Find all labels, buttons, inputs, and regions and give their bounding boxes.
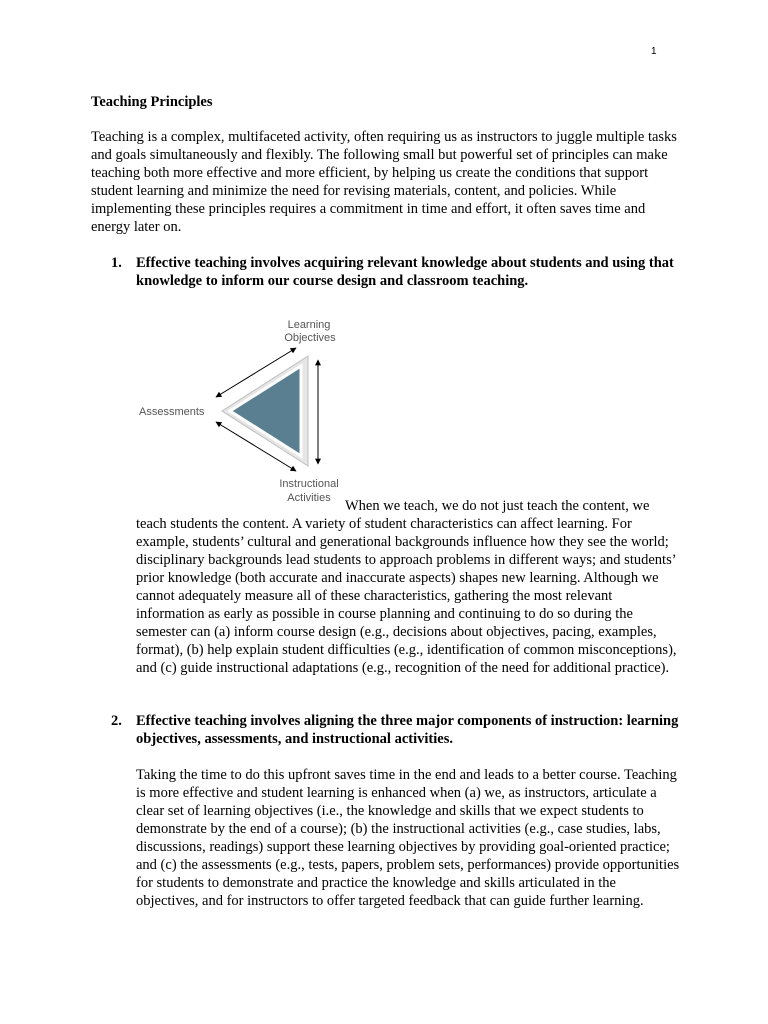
principle-1-body-text: When we teach, we do not just teach the content, we teach students the content. A variety of student characteristics can affect learning. For example, students’ cultural and generational backgrounds influence how they see the world; disciplinary backgrounds lead students to approach problems in different ways; and students’ prior knowledge (both accurate and inaccurate aspects) shapes new learning. Although we cannot adequately measure all of these characteristics, gathering the most relevant information as early as possible in course planning and continuing to do so during the semester can (a) inform course design (e.g., decisions about objectives, pacing, examples, format), (b) help explain student difficulties (e.g., identification of common misconceptions), and (c) guide instructional adaptations (e.g., recognition of the need for additional practice).: [136, 498, 677, 676]
principle-1-body: [136, 497, 681, 677]
diagram-label-objectives-line1: Learning: [287, 319, 331, 331]
diagram-label-assessments: Assessments: [139, 406, 205, 418]
alignment-diagram: [136, 314, 346, 508]
intro-paragraph: Teaching is a complex, multifaceted activity, often requiring us as instructors to juggle multiple tasks and goals simultaneously and flexibly. The following small but powerful set of principles can make teaching both more effective and more efficient, by helping us create the conditions that support student learning and minimize the need for revising materials, content, and policies. While implementing these principles requires a commitment in time and effort, it often saves time and energy later on.: [91, 129, 677, 235]
alignment-triangle: [230, 366, 301, 456]
diagram-label-activities-line2: Activities: [287, 492, 331, 504]
principle-1-title: Effective teaching involves acquiring relevant knowledge about students and using that knowledge to inform our course design and classroom teaching.: [136, 255, 674, 289]
principle-2-body: Taking the time to do this upfront saves time in the end and leads to a better course. Teaching is more effective and student learning is enhanced when (a) we, as instructors, articulate a clear set of learning objectives (i.e., the knowledge and skills that we expect students to demonstrate by the end of a course); (b) the instructional activities (e.g., case studies, labs, discussions, readings) support these learning objectives by providing goal-oriented practice; and (c) the assessments (e.g., tests, papers, problem sets, performances) provide opportunities for students to demonstrate and practice the knowledge and skills articulated in the objectives, and for instructors to offer targeted feedback that can guide further learning.: [136, 767, 680, 909]
principle-1-heading: [111, 254, 681, 290]
page-number: 1: [651, 46, 657, 57]
principle-1-number: 1.: [111, 255, 122, 271]
principle-2-heading: [111, 712, 681, 748]
document-title: Teaching Principles: [91, 94, 213, 110]
diagram-label-activities-line1: Instructional: [279, 478, 339, 490]
principle-2-title: Effective teaching involves aligning the three major components of instruction: learning objectives, assessments, and instructional activities.: [136, 713, 679, 747]
principle-2-number: 2.: [111, 713, 122, 729]
diagram-label-objectives-line2: Objectives: [284, 332, 336, 344]
